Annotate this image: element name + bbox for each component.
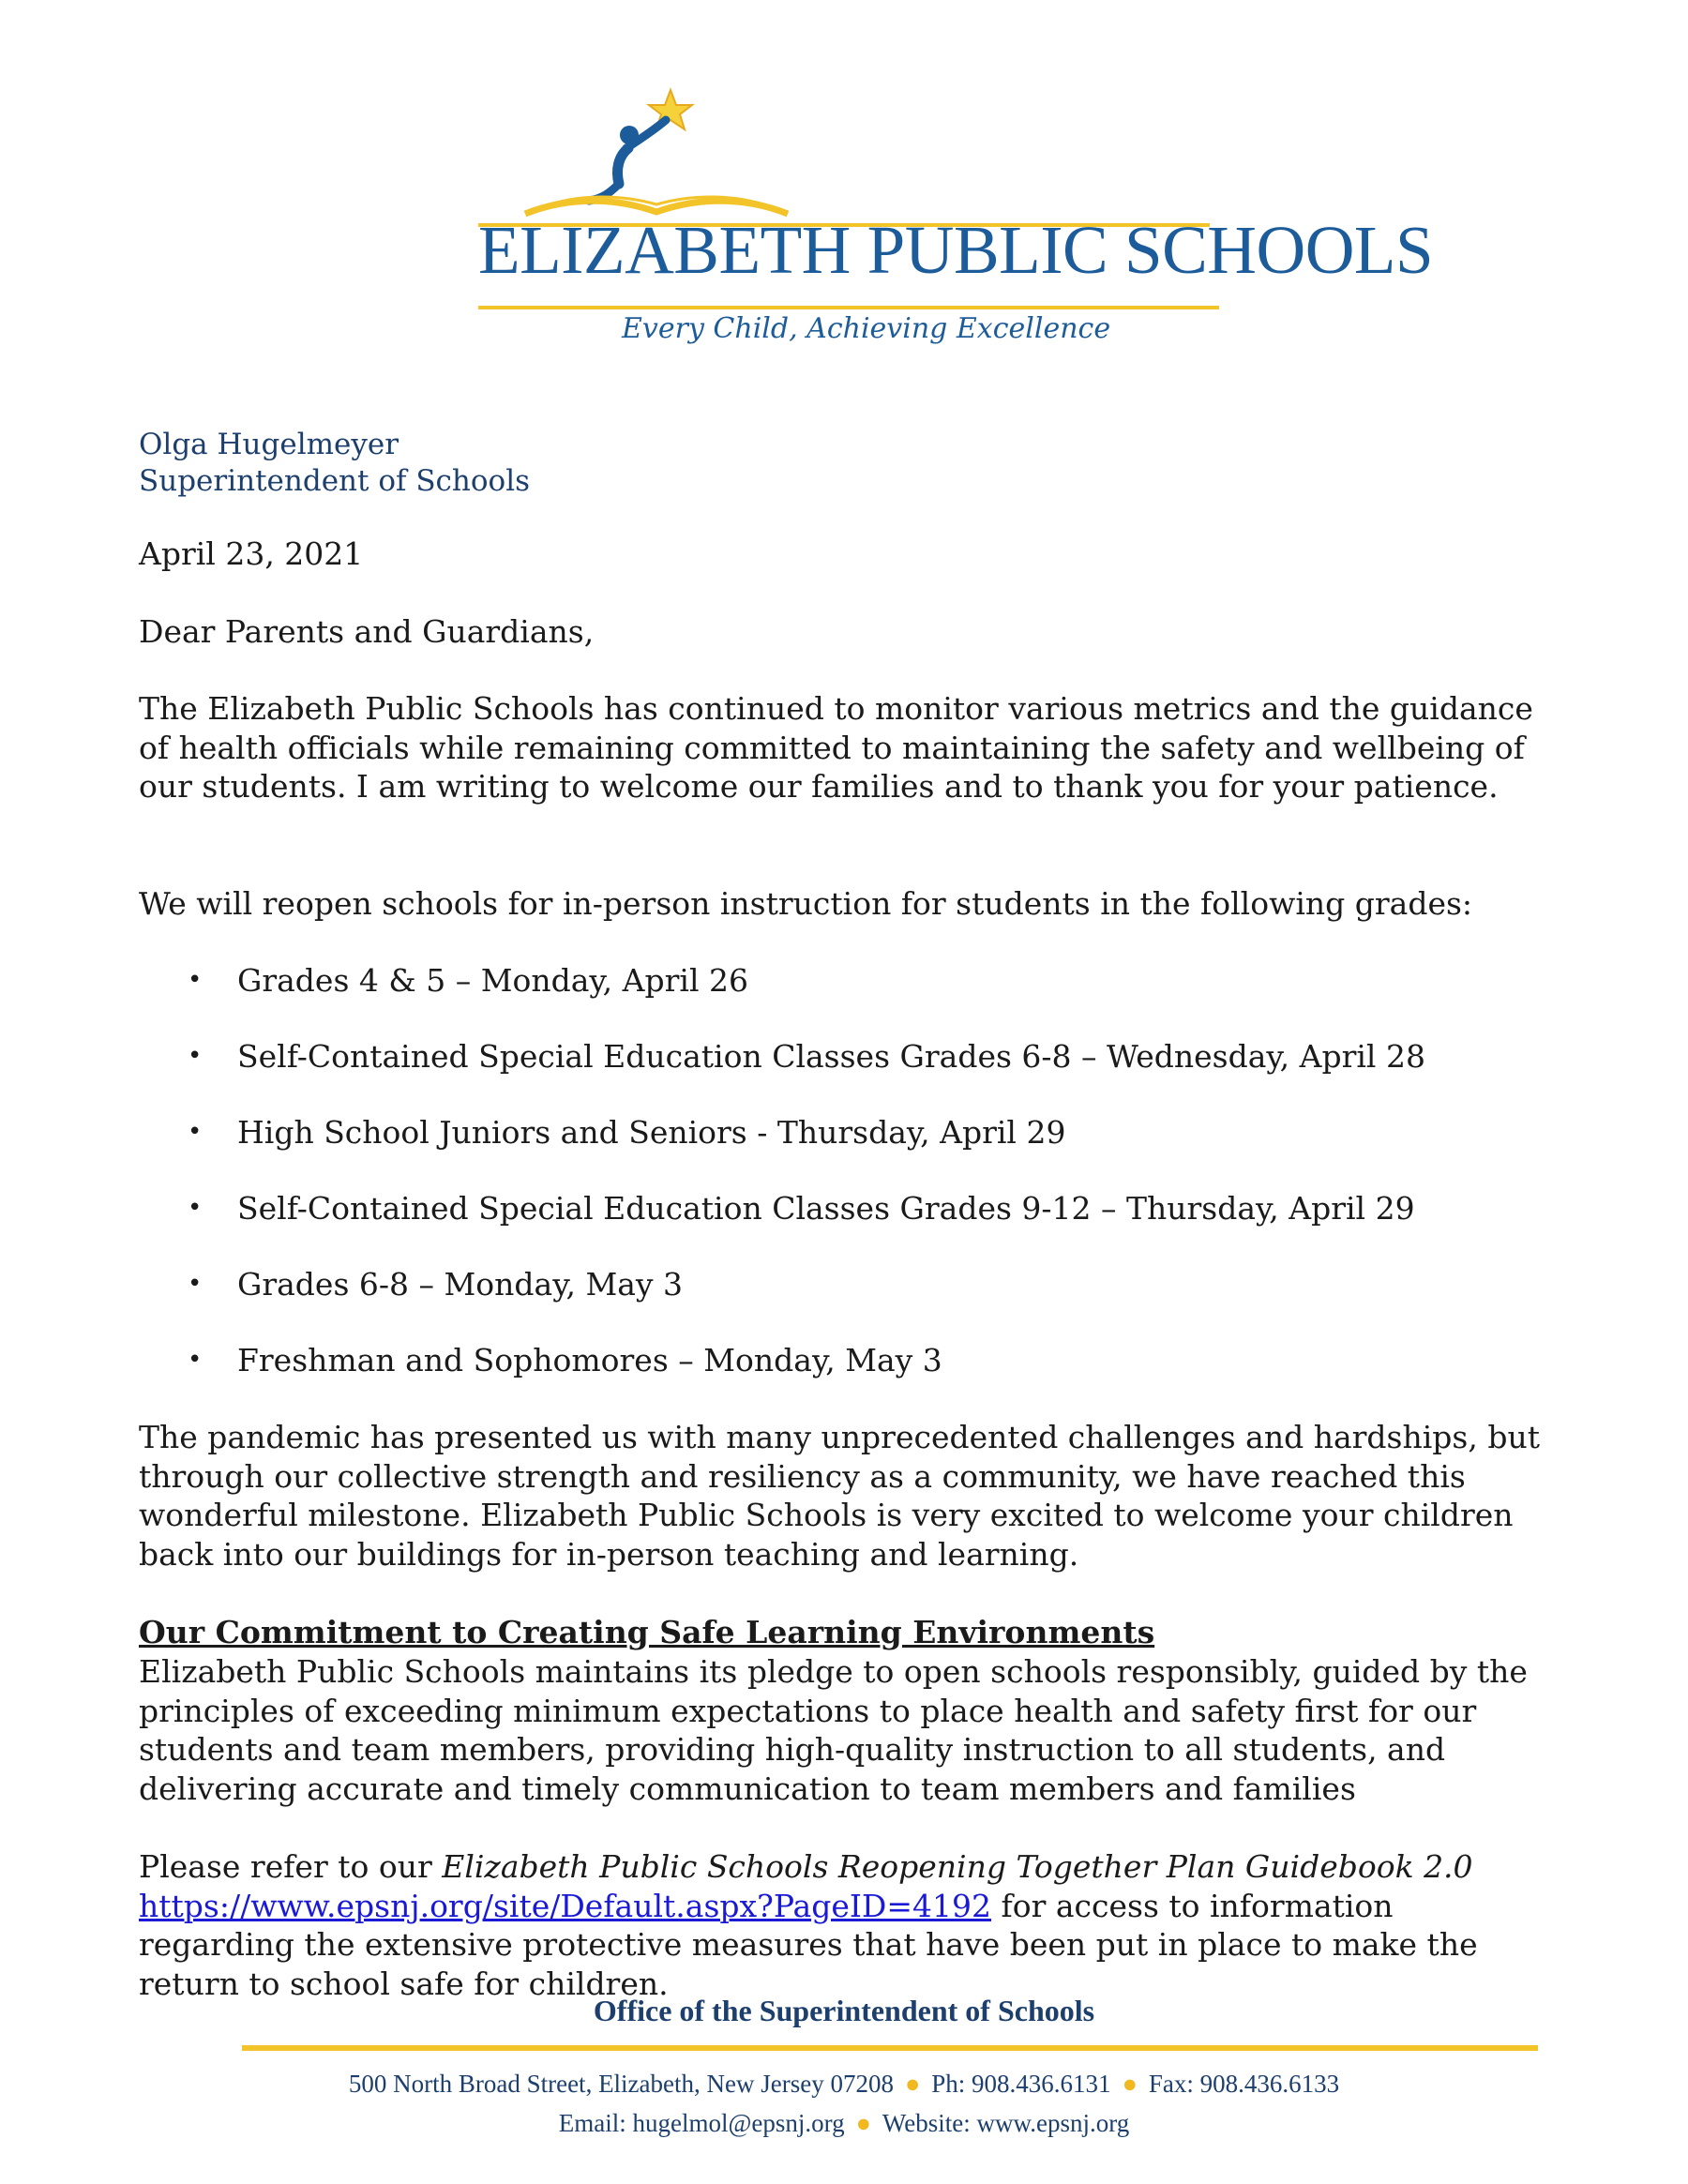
list-item-text: Grades 6-8 – Monday, May 3 (237, 1266, 684, 1303)
separator-dot-icon: ● (1122, 2070, 1138, 2098)
sender-block (139, 427, 530, 500)
list-item (139, 1189, 1425, 1265)
bullet-icon: • (188, 1346, 203, 1374)
letterhead-logo (469, 83, 1434, 364)
guidebook-link[interactable]: https://www.epsnj.org/site/Default.aspx?PageID=4192 (139, 1887, 991, 1924)
list-item (139, 1113, 1425, 1189)
separator-dot-icon: ● (904, 2070, 921, 2098)
school-tagline: Every Child, Achieving Excellence (622, 312, 1111, 345)
refer-rest: for access to information regarding the extensive protective measures that have been put in place to make the return to school safe for children. (139, 1887, 1478, 2002)
paragraph-milestone: The pandemic has presented us with many unprecedented challenges and hardships, but through our collective strength and resiliency as a community, we have reached this wonderful milestone. Elizabeth Public Schools is very excited to welcome your children back into our buildings for in-person teaching and learning. (139, 1419, 1540, 1573)
bullet-icon: • (188, 1042, 203, 1070)
list-item (139, 1037, 1425, 1113)
footer-fax: Fax: 908.436.6133 (1148, 2070, 1340, 2098)
footer-office-title: Office of the Superintendent of Schools (593, 1994, 1095, 2027)
footer-website[interactable]: Website: www.epsnj.org (882, 2109, 1130, 2137)
footer-address: 500 North Broad Street, Elizabeth, New Jersey 07208 (348, 2070, 894, 2098)
paragraph-intro: The Elizabeth Public Schools has continued to monitor various metrics and the guidance of health officials while remaining committed to maintaining the safety and wellbeing of our students. I am writing to welcome our families and to thank you for your patience. (139, 690, 1533, 805)
sender-name: Olga Hugelmeyer (139, 428, 399, 461)
footer-divider (242, 2045, 1538, 2051)
bullet-icon: • (188, 1194, 203, 1222)
bullet-icon: • (188, 966, 203, 994)
list-item (139, 961, 1425, 1037)
footer-email[interactable]: Email: hugelmol@epsnj.org (558, 2109, 845, 2137)
letter-date: April 23, 2021 (139, 535, 364, 572)
bullet-icon: • (188, 1270, 203, 1298)
refer-intro: Please refer to our (139, 1848, 443, 1885)
list-item-text: Self-Contained Special Education Classes Grades 9-12 – Thursday, April 29 (237, 1190, 1415, 1227)
paragraph-commitment: Elizabeth Public Schools maintains its pledge to open schools responsibly, guided by the principles of exceeding minimum expectations to place health and safety first for our students and team members, providing high-quality instruction to all students, and delivering accurate and timely communication to team members and families (139, 1653, 1528, 1807)
list-item (139, 1265, 1425, 1341)
reopen-schedule-list (139, 961, 1425, 1417)
list-item (139, 1341, 1425, 1417)
list-item-text: Self-Contained Special Education Classes Grades 6-8 – Wednesday, April 28 (237, 1038, 1425, 1075)
salutation: Dear Parents and Guardians, (139, 613, 595, 650)
list-item-text: Freshman and Sophomores – Monday, May 3 (237, 1342, 942, 1378)
paragraph-guidebook (139, 1847, 1555, 2003)
separator-dot-icon: ● (855, 2109, 871, 2137)
bullet-icon: • (188, 1118, 203, 1146)
guidebook-title: Elizabeth Public Schools Reopening Together Plan Guidebook 2.0 (442, 1848, 1473, 1885)
footer-contact-line (0, 2070, 1688, 2099)
paragraph-reopen-intro: We will reopen schools for in-person instruction for students in the following grades: (139, 885, 1473, 922)
section-heading: Our Commitment to Creating Safe Learning Environments (139, 1614, 1155, 1650)
list-item-text: Grades 4 & 5 – Monday, April 26 (237, 962, 748, 999)
list-item-text: High School Juniors and Seniors - Thursday, April 29 (237, 1114, 1066, 1151)
footer-web-line (0, 2109, 1688, 2138)
school-name: ELIZABETH PUBLIC SCHOOLS (478, 212, 1434, 288)
footer-phone: Ph: 908.436.6131 (931, 2070, 1111, 2098)
sender-title: Superintendent of Schools (139, 464, 531, 498)
